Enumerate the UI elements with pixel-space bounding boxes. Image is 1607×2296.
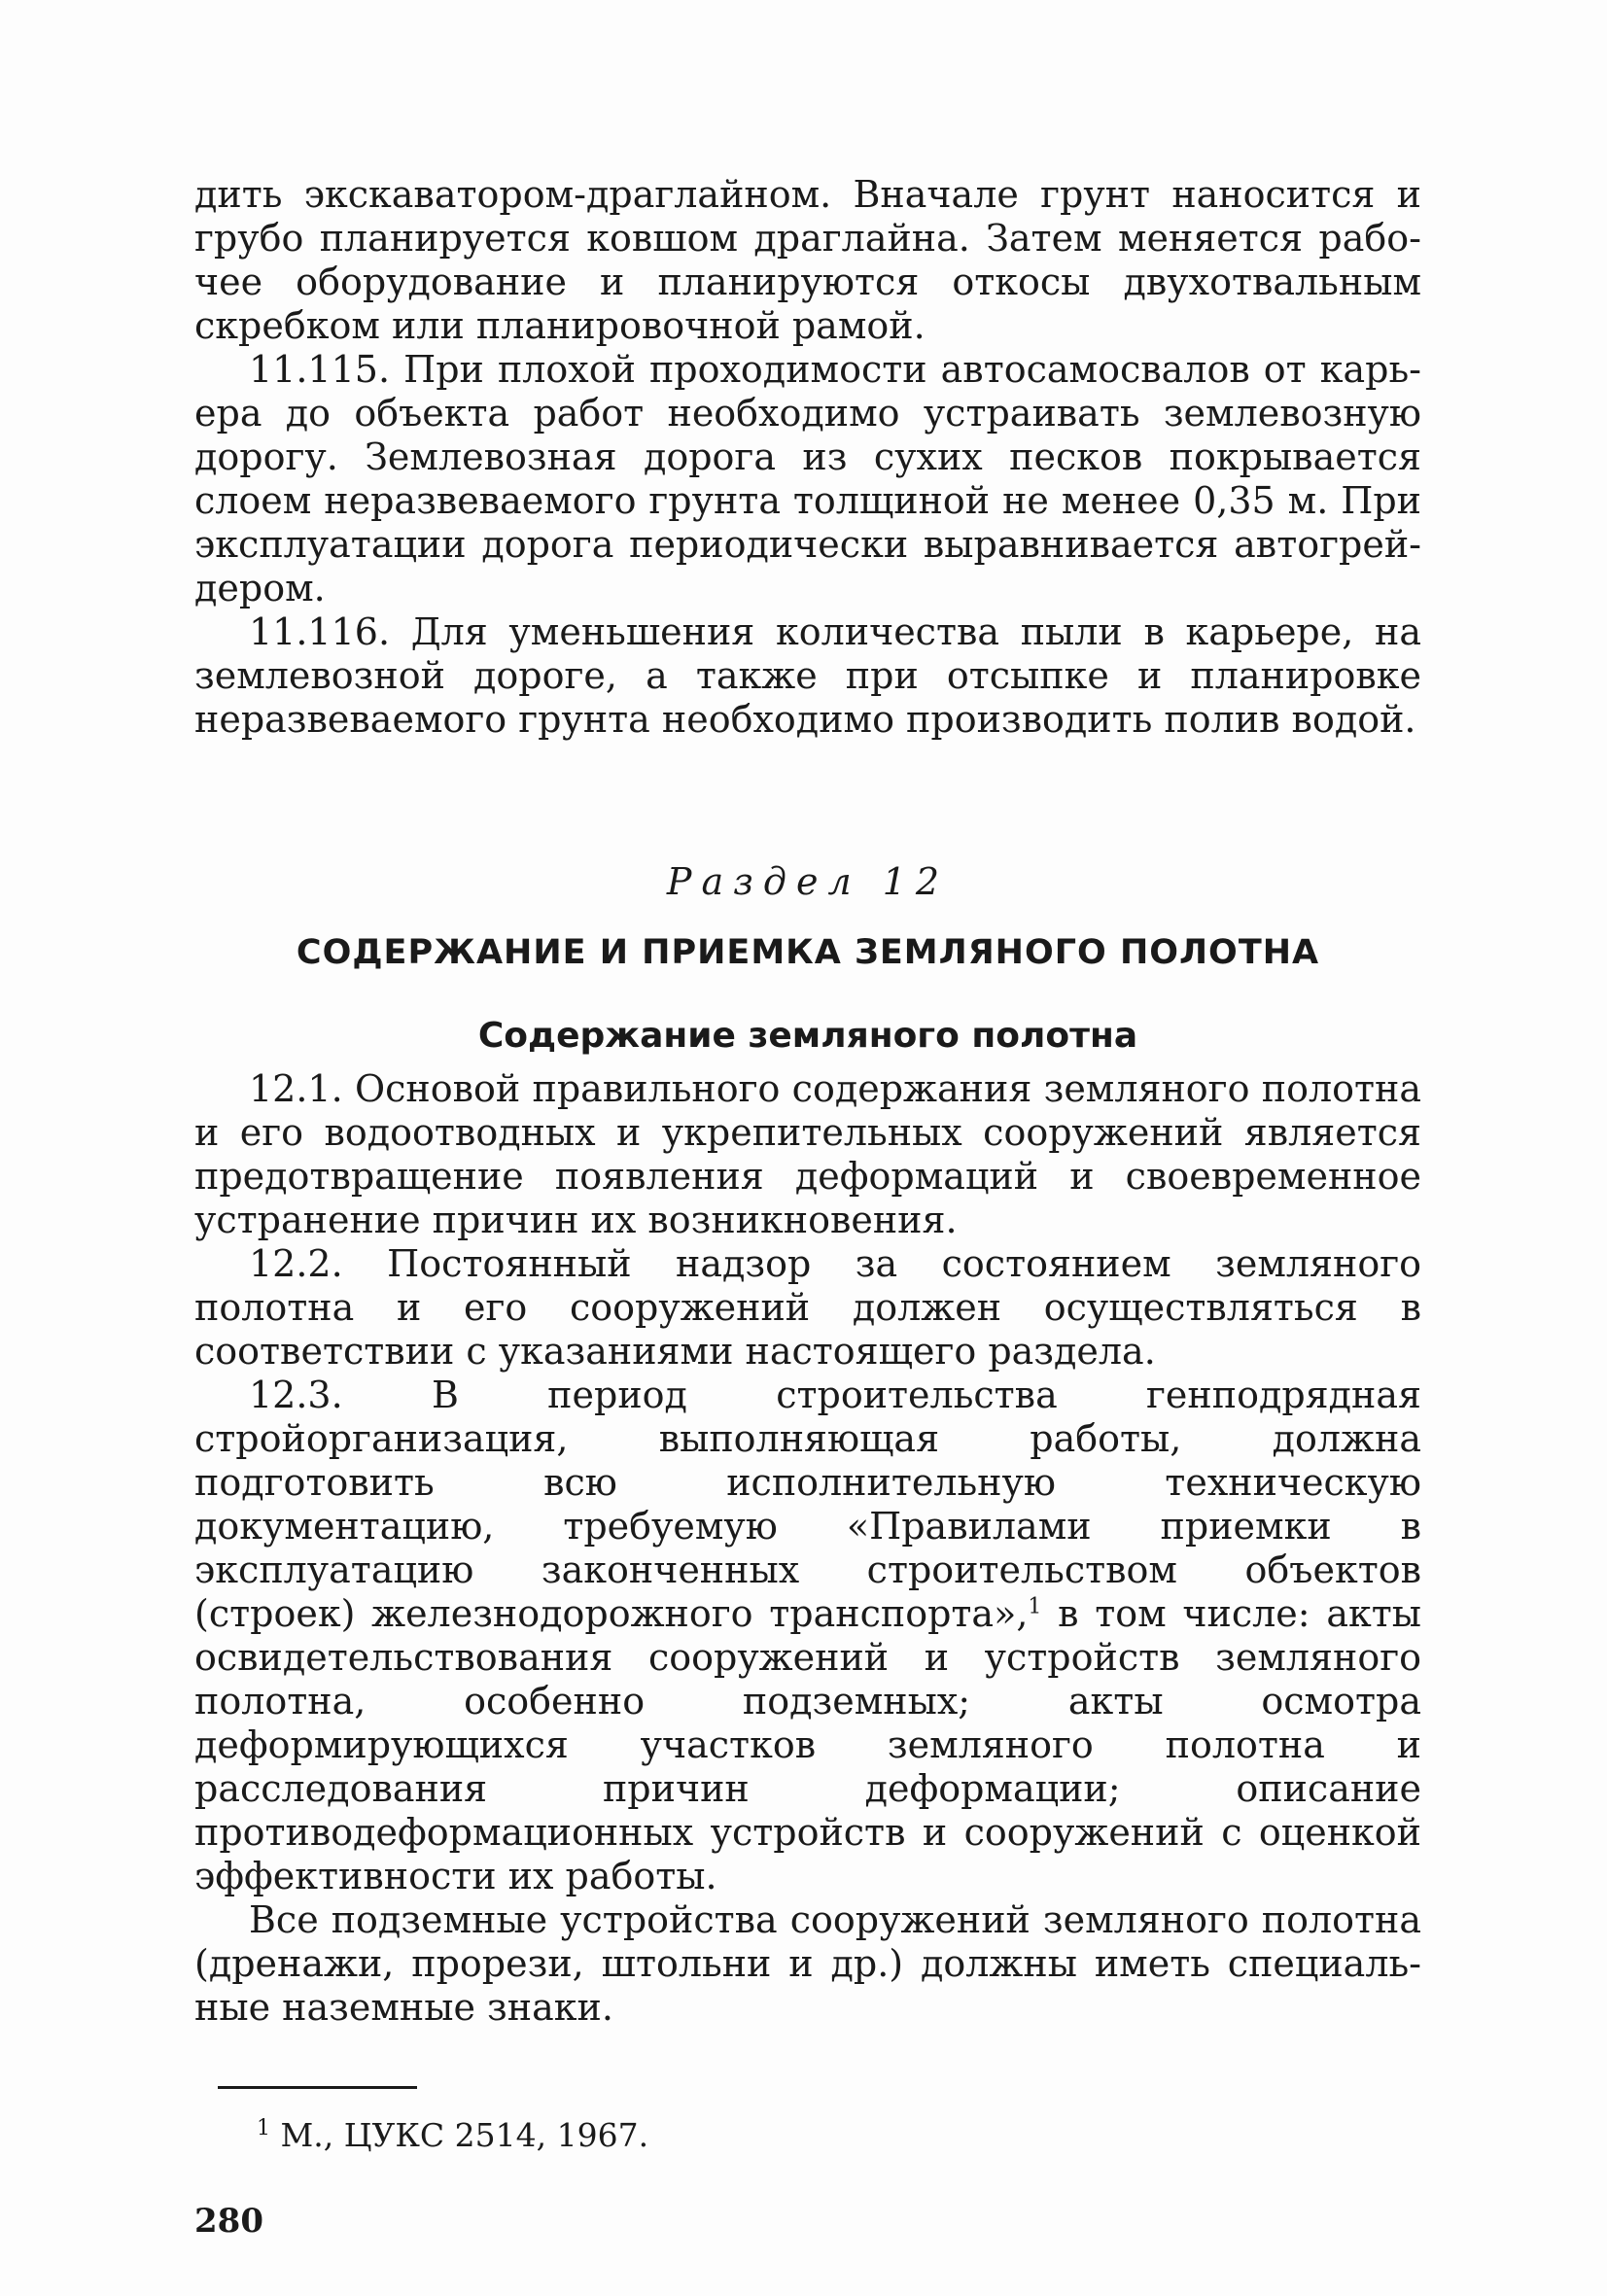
paragraph-underground-signs: Все подземные устройства сооружений земляного полотна (дренажи, прорези, штольни и др.) должны иметь специальные наземные знаки.	[194, 1898, 1421, 2029]
paragraph-12-3-text-a: 12.3. В период строительства генподрядная стройорганизация, выполняющая работы, должна подготовить всю исполнительную техническую документацию, требуемую «Правилами приемки в эксплуатацию законченных строительством объектов (строек) железнодорожного транспорта»,	[194, 1374, 1421, 1635]
paragraph-continued: дить экскаватором-драглайном. Вначале грунт наносится и грубо планируется ковшом драглайна. Затем меняется рабочее оборудование и планируются откосы двухотвальным скребком или планировочной рамой.	[194, 173, 1421, 347]
paragraph-12-2: 12.2. Постоянный надзор за состоянием земляного полотна и его сооружений должен осуществляться в соответствии с указаниями настоящего раздела.	[194, 1242, 1421, 1373]
subsection-heading: Содержание земляного полотна	[477, 1016, 1138, 1056]
footnote-separator	[218, 2086, 417, 2089]
paragraph-11-115: 11.115. При плохой проходимости автосамосвалов от карьера до объекта работ необходимо устраивать землевозную дорогу. Землевозная дорога из сухих песков покрывается слоем неразвеваемого грунта толщиной не менее 0,35 м. При эксплуатации дорога периодически выравнивается автогрейдером.	[194, 348, 1421, 609]
section-title: СОДЕРЖАНИЕ И ПРИЕМКА ЗЕМЛЯНОГО ПОЛОТНА	[296, 933, 1320, 972]
paragraph-12-1: 12.1. Основой правильного содержания земляного полотна и его водоотводных и укрепительных сооружений является предотвращение появления деформаций и своевременное устранение причин их возникновения.	[194, 1067, 1421, 1241]
section-label: Раздел 12	[666, 860, 950, 903]
page-number: 280	[194, 2202, 263, 2241]
footnote-reference-mark: 1	[1028, 1594, 1042, 1619]
paragraph-12-3	[194, 1374, 1421, 1898]
text-column	[194, 173, 1421, 2244]
paragraph-11-116: 11.116. Для уменьшения количества пыли в карьере, на землевозной дороге, а также при отсыпке и планировке неразвеваемого грунта необходимо производить полив водой.	[194, 610, 1421, 741]
paragraph-12-3-text-b: в том числе: акты освидетельствования сооружений и устройств земляного полотна, особенно подземных; акты осмотра деформирующихся участков земляного полотна и расследования причин деформации; описание противодеформационных устройств и сооружений с оценкой эффективности их работы.	[194, 1592, 1421, 1897]
footnote	[257, 2116, 1421, 2155]
footnote-mark: 1	[257, 2116, 270, 2140]
footnote-text: М., ЦУКС 2514, 1967.	[270, 2116, 649, 2154]
